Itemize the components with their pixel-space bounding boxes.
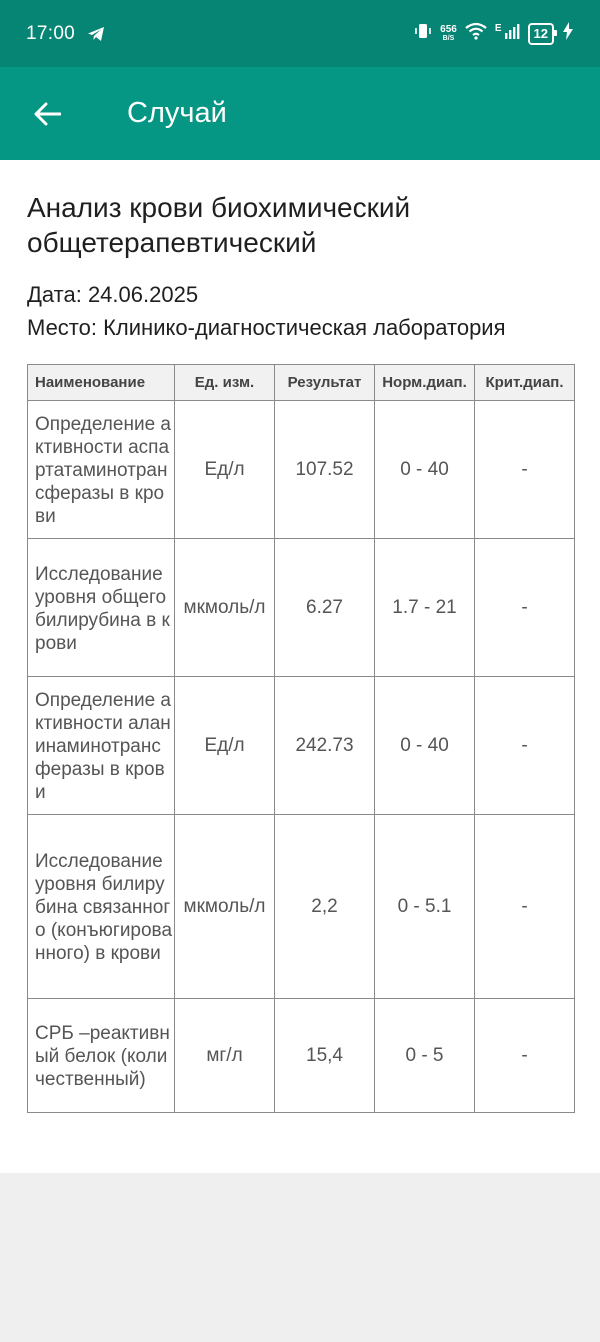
cell-norm: 0 - 40: [375, 401, 475, 539]
cell-crit: -: [475, 815, 575, 999]
page-title: Случай: [127, 97, 227, 129]
telegram-icon: [87, 26, 105, 42]
cell-name: Исследование уровня билирубина связанного (конъюгированного) в крови: [28, 815, 175, 999]
cell-result: 2,2: [275, 815, 375, 999]
table-row: [28, 677, 575, 815]
cell-name: СРБ –реактивный белок (количественный): [28, 999, 175, 1113]
table-row: [28, 815, 575, 999]
status-bar: [0, 0, 600, 67]
record-content: [0, 160, 600, 1173]
cell-norm: 0 - 40: [375, 677, 475, 815]
table-row: [28, 999, 575, 1113]
cell-crit: -: [475, 401, 575, 539]
cell-norm: 0 - 5: [375, 999, 475, 1113]
header-norm-range: Норм.диап.: [375, 365, 475, 401]
header-name: Наименование: [28, 365, 175, 401]
battery-indicator: 12: [528, 23, 554, 45]
table-row: [28, 401, 575, 539]
app-bar: [0, 67, 600, 160]
header-result: Результат: [275, 365, 375, 401]
header-crit-range: Крит.диап.: [475, 365, 575, 401]
cell-norm: 1.7 - 21: [375, 539, 475, 677]
cell-unit: мкмоль/л: [175, 815, 275, 999]
cell-unit: Ед/л: [175, 677, 275, 815]
net-speed: 656 B/S: [440, 23, 457, 42]
cell-result: 6.27: [275, 539, 375, 677]
cell-name: Определение активности аланинаминотрансферазы в крови: [28, 677, 175, 815]
results-table: [27, 364, 575, 1113]
cell-crit: -: [475, 677, 575, 815]
cell-result: 15,4: [275, 999, 375, 1113]
analysis-title: Анализ крови биохимический общетерапевтический: [27, 192, 411, 258]
network-type: E: [494, 23, 502, 34]
table-header-row: [28, 365, 575, 401]
table-row: [28, 539, 575, 677]
cell-unit: мг/л: [175, 999, 275, 1113]
cell-unit: мкмоль/л: [175, 539, 275, 677]
cell-unit: Ед/л: [175, 401, 275, 539]
signal-icon: [504, 23, 520, 44]
header-unit: Ед. изм.: [175, 365, 275, 401]
vibrate-icon: [414, 22, 432, 45]
empty-background: [0, 1173, 600, 1342]
cell-crit: -: [475, 539, 575, 677]
status-time: 17:00: [26, 22, 76, 44]
analysis-date: Дата: 24.06.2025: [27, 282, 199, 307]
charging-icon: [562, 22, 574, 45]
cell-name: Определение активности аспартатаминотрансферазы в крови: [28, 401, 175, 539]
cell-crit: -: [475, 999, 575, 1113]
cell-norm: 0 - 5.1: [375, 815, 475, 999]
analysis-place: Место: Клинико-диагностическая лаборатория: [27, 315, 506, 340]
cell-name: Исследование уровня общего билирубина в крови: [28, 539, 175, 677]
back-arrow-icon[interactable]: [23, 90, 71, 138]
cell-result: 107.52: [275, 401, 375, 539]
cell-result: 242.73: [275, 677, 375, 815]
wifi-icon: [465, 22, 487, 45]
